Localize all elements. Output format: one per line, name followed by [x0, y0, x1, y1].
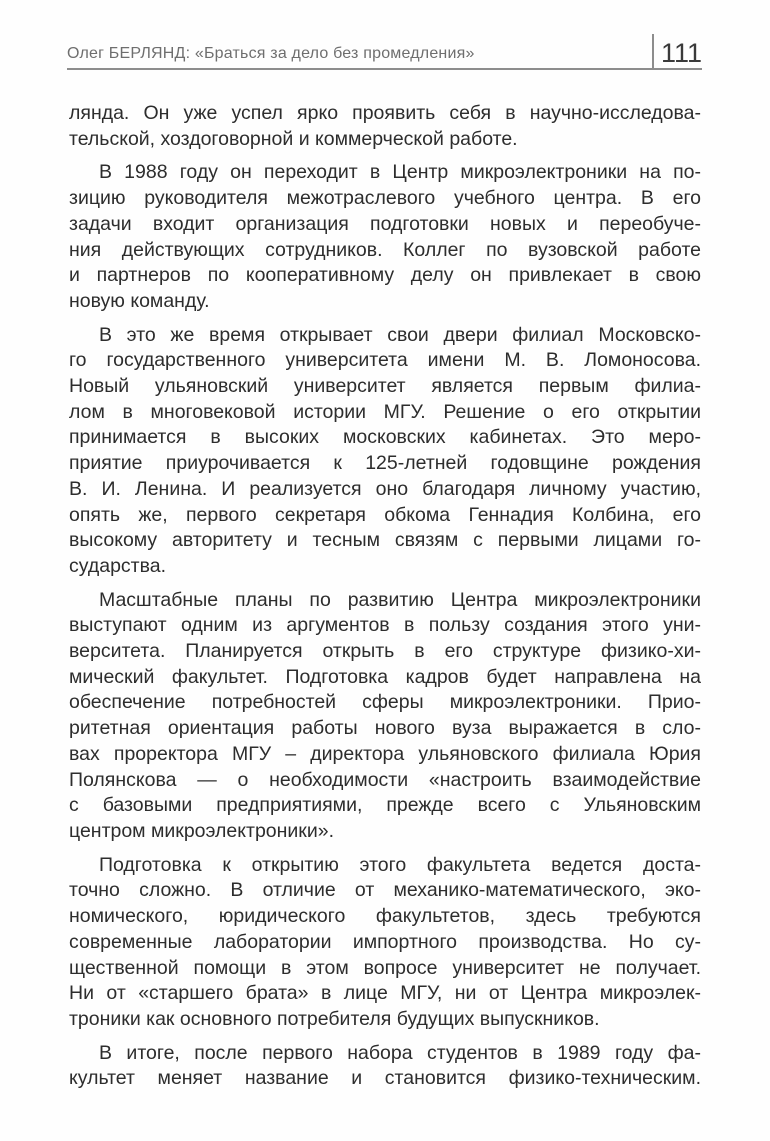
text-line: щественной помощи в этом вопросе университет не получает.: [69, 956, 701, 979]
text-line: зицию руководителя межотраслевого учебного центра. В его: [69, 187, 701, 210]
text-line: В итоге, после первого набора студентов в 1989 году фа-: [99, 1041, 701, 1064]
paragraph: [69, 1041, 701, 1092]
page-number: 111: [660, 38, 702, 68]
paragraph: [69, 853, 701, 1033]
text-line: Масштабные планы по развитию Центра микроэлектроники: [99, 588, 701, 611]
text-line: выступают одним из аргументов в пользу создания этого уни-: [69, 614, 701, 637]
text-line: В. И. Ленина. И реализуется оно благодаря личному участию,: [69, 477, 701, 500]
text-line: культет меняет название и становится физико-техническим.: [69, 1067, 701, 1090]
text-line: новую команду.: [69, 289, 210, 312]
text-line: мический факультет. Подготовка кадров будет направлена на: [69, 665, 701, 688]
paragraph: [69, 101, 701, 152]
text-line: задачи входит организация подготовки новых и переобуче-: [69, 212, 701, 235]
text-line: номического, юридического факультетов, здесь требуются: [69, 905, 701, 928]
text-line: В 1988 году он переходит в Центр микроэлектроники на по-: [99, 161, 701, 184]
text-line: принимается в высоких московских кабинетах. Это меро-: [69, 426, 701, 449]
text-line: современные лаборатории импортного производства. Но су-: [69, 930, 701, 953]
text-line: с базовыми предприятиями, прежде всего с Ульяновским: [69, 794, 701, 817]
text-line: Новый ульяновский университет является первым филиа-: [69, 375, 701, 398]
text-line: троники как основного потребителя будущих выпускников.: [69, 1007, 600, 1030]
text-line: центром микроэлектроники».: [69, 819, 334, 842]
text-line: В это же время открывает свои двери филиал Московско-: [99, 323, 701, 346]
text-line: приятие приурочивается к 125-летней годовщине рождения: [69, 452, 701, 475]
text-line: вах проректора МГУ – директора ульяновского филиала Юрия: [69, 742, 701, 765]
running-title: Олег БЕРЛЯНД: «Браться за дело без промедления»: [67, 45, 475, 62]
text-line: Ни от «старшего брата» в лице МГУ, ни от Центра микроэлек-: [69, 982, 701, 1005]
text-line: обеспечение потребностей сферы микроэлектроники. Прио-: [69, 691, 701, 714]
text-line: и партнеров по кооперативному делу он привлекает в свою: [69, 264, 701, 287]
page-header: [67, 34, 702, 70]
paragraph: [69, 160, 701, 314]
text-line: ритетная ориентация работы нового вуза выражается в сло-: [69, 717, 701, 740]
text-line: Полянскова — о необходимости «настроить взаимодействие: [69, 768, 701, 791]
text-line: сударства.: [69, 554, 167, 577]
text-line: лянда. Он уже успел ярко проявить себя в научно-исследова-: [69, 102, 701, 124]
text-line: точно сложно. В отличие от механико-математического, эко-: [69, 879, 701, 902]
text-line: опять же, первого секретаря обкома Геннадия Колбина, его: [69, 503, 701, 526]
text-line: го государственного университета имени М. В. Ломоносова.: [69, 349, 701, 372]
paragraph: [69, 588, 701, 845]
text-line: высокому авторитету и тесным связям с первыми лицами го-: [69, 529, 701, 552]
text-line: тельской, хоздоговорной и коммерческой работе.: [69, 127, 518, 150]
page-number-box: [652, 34, 702, 68]
text-line: лом в многовековой истории МГУ. Решение о его открытии: [69, 400, 701, 423]
page-body: [69, 101, 701, 1092]
paragraph: [69, 323, 701, 580]
text-line: ния действующих сотрудников. Коллег по вузовской работе: [69, 238, 701, 261]
text-line: верситета. Планируется открыть в его структуре физико-хи-: [69, 640, 701, 663]
text-line: Подготовка к открытию этого факультета ведется доста-: [99, 853, 701, 876]
